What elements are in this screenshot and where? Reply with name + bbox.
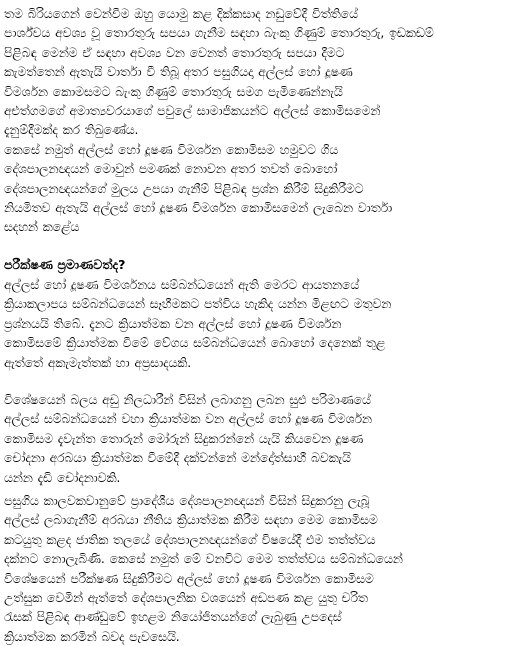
text-line: උත්සුක වෙමින් ඇත්තේ දේශපාලනික වශයෙන් අඩපණ කළ යුතු චරිත <box>4 589 368 605</box>
paragraph-3 <box>4 275 514 372</box>
article-body <box>4 4 514 646</box>
text-line: දක්නට නොලැබිණි. කෙසේ නමුත් මේ වනවිට මෙම තත්ත්වය සම්බන්ධයෙන් <box>4 551 403 567</box>
text-line: කැමත්තෙන් ඇතැයි වාර්තා වී තිබූ අතර පසුගියදා අල්ලස් හෝ දූෂණ <box>4 64 353 80</box>
text-line: විමර්ශන කොමසමට බැංකු ගිණුම් තොරතුරු සමග පැමිණෙන්නැයි <box>4 83 343 99</box>
text-line: කෙසේ නමුත් අල්ලස් හෝ දූෂණ විමර්ශන කොමිසම හමුවට ගිය <box>4 141 339 157</box>
text-line: චෝදනා අරබයා ක්‍රියාත්මක වීමේදී දක්වන්නේ මන්දෝත්සාහී බවකැයි <box>4 450 351 466</box>
section-heading: පරීක්ෂණ ප්‍රමාණවත්ද? <box>4 256 126 272</box>
text-line: දේශපාලනඥයන්ගේ මුලය උපයා ගැනීම් පිළිබඳ ප්‍රශ්න කිරීම් සිදුකිරීමට <box>4 180 364 196</box>
text-line: තම බිරියගෙන් වෙන්වීම ඔහු යොමු කළ දික්කසාද නඩුවේදී විත්තියේ <box>4 6 358 21</box>
text-line: ප්‍රශ්නයයි තිබේ. දැනට ක්‍රියාත්මක වන අල්ලස් හෝ දූෂණ විමර්ශන <box>4 315 342 331</box>
text-line: ඇත්තේ අකැමැත්තක් හා අප්‍රසාදයකි. <box>4 354 192 370</box>
text-line: රැසක් පිළිබඳ ආණ්ඩුවේ ඉහළම නියෝජිතයන්ගේ ලැබුණු උපදෙස් <box>4 609 342 625</box>
paragraph-1 <box>4 4 514 140</box>
text-line: පිළිබඳ මෙන්ම ඒ සඳහා අවශ්‍ය වන වෙනත් තොරතුරු සපයා දීමට <box>4 44 345 60</box>
paragraph-spacer <box>4 372 514 390</box>
paragraph-5 <box>4 491 514 646</box>
text-line: පසුගිය කාලවකවානුවේ ප්‍රාදේශීය දේශපාලනඥයන් විසින් සිදුකරනු ලැබූ <box>4 492 370 508</box>
text-line: අල්ලස් සම්බන්ධයෙන් වහා ක්‍රියාත්මක වන අල්ලස් හෝ දූෂණ විමර්ශන <box>4 411 372 427</box>
text-line: විශේෂයෙන් පරීක්ෂණ සිදුකිරීමට අල්ලස් හෝ දූෂණ විමර්ශන කොමිසම <box>4 570 374 586</box>
text-line: කොමිසමේ ක්‍රියාත්මක වීමේ වේගය සම්බන්ධයෙන් බොහෝ දෙනෙක් තුළ <box>4 335 386 351</box>
text-line: අළුත්ගමගේ අමාත්‍යවරයාගේ පවුලේ සාමාජිකයන්ට අල්ලස් කොමිසමෙන් <box>4 103 381 119</box>
text-line: නියමිතව ඇතැයි අල්ලස් හෝ දූෂණ විමර්ශන කොමිසමෙන් ලැබෙන වාර්තා <box>4 200 393 216</box>
section-spacer <box>4 237 514 255</box>
text-line: කොමිසම දැවැන්ත තොරුන් මෝරුන් සිදුකරන්නේ යැයි කියවෙන දූෂණ <box>4 430 364 446</box>
text-line: දේශපාලනඥයන් මොවුන් පමණක් නොවන අතර තවත් බොහෝ <box>4 161 338 177</box>
text-line: අල්ලස් හෝ දූෂණ විමර්ශනය සම්බන්ධයෙන් ඇති මෙරට ආයතනයේ <box>4 276 360 292</box>
text-line: ක්‍රියාත්මක කරමින් බවද පැවසෙයි. <box>4 628 180 644</box>
paragraph-4 <box>4 390 514 487</box>
text-line: විශේෂයෙන් බලය අඩු නිලධාරීන් විසින් ලබාගනු ලබන සුළු පරිමාණයේ <box>4 391 371 407</box>
text-line: කටයුතු කළද ජාතික තලයේ දේශපාලනඥයන්ගේ විෂයේදී එම තත්ත්වය <box>4 531 376 547</box>
text-line: යන්න දැඩි චෝදනාවකි. <box>4 469 121 485</box>
text-line: අල්ලස් ලබාගැනීම් අරබයා නීතිය ක්‍රියාත්මක කිරීම සඳහා මෙම කොමිසම <box>4 512 378 528</box>
text-line: ක්‍රියාකලාපය සම්බන්ධයෙන් සෑහීමකට පත්විය හැකිද යන්න මිළඟට මතුවන <box>4 296 392 312</box>
text-line: සදහන් කළේය <box>4 219 80 235</box>
text-line: දැනුම්දීමක්ද කර තිබුණේය. <box>4 122 139 138</box>
paragraph-2 <box>4 140 514 237</box>
text-line: පාර්ශ්වය අවශ්‍ය වූ තොරතුරු සපයා ගැනීම සඳහා බැංකු ගිණුම් තොරතුරු, ඉඩකඩම් <box>4 25 434 41</box>
